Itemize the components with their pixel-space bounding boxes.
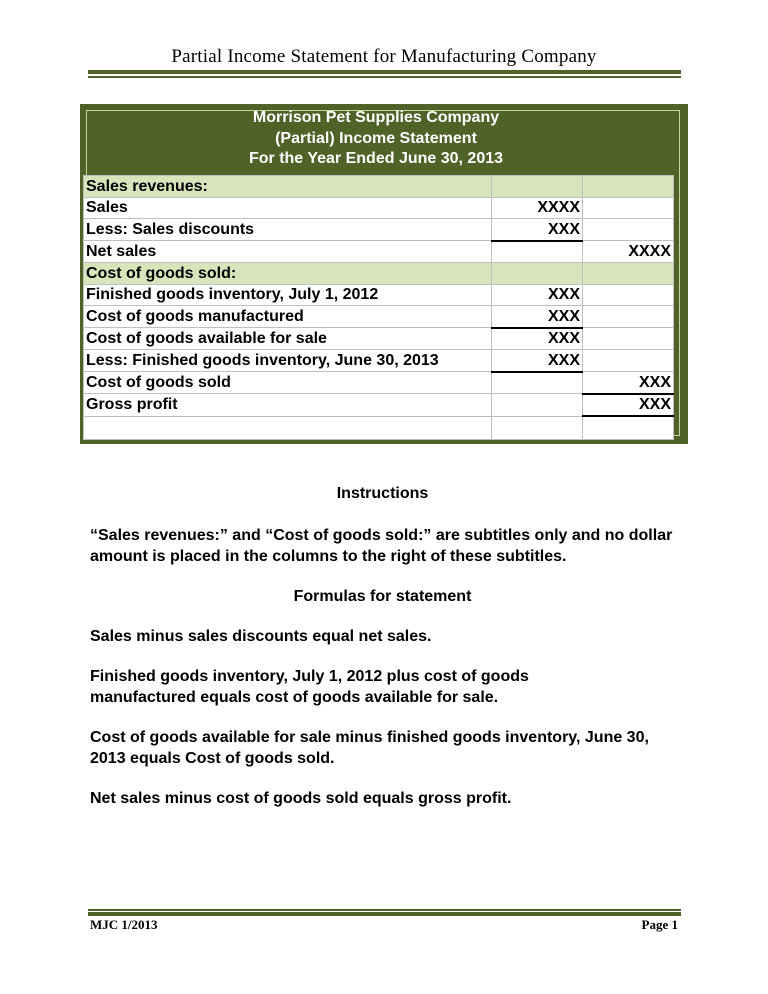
row-amount-2 [583,416,674,440]
row-amount-1 [492,176,583,198]
instructions-heading: Instructions [336,485,429,502]
row-label: Cost of goods sold: [84,263,492,285]
row-amount-1: XXX [492,350,583,372]
row-amount-1: XXXX [492,197,583,219]
row-amount-1 [492,241,583,263]
row-amount-2: XXXX [583,241,674,263]
formula-gross-profit: Net sales minus cost of goods sold equals gross profit. [90,790,512,807]
formula-goods-available: Finished goods inventory, July 1, 2012 plus cost of goods manufactured equals cost of goods available for sale. [90,668,529,706]
table-row [84,328,674,350]
table-row [84,284,674,306]
row-label [84,416,492,440]
row-amount-1 [492,394,583,417]
row-amount-1 [492,372,583,394]
table-row [84,241,674,263]
statement-table [83,175,674,440]
row-amount-1: XXX [492,328,583,350]
row-amount-2 [583,176,674,198]
statement-period: For the Year Ended June 30, 2013 [248,150,504,167]
company-name: Morrison Pet Supplies Company [252,109,500,126]
page-title: Partial Income Statement for Manufacturing Company [171,46,597,67]
statement-name: (Partial) Income Statement [275,129,477,147]
row-amount-1: XXX [492,306,583,328]
row-amount-2 [583,306,674,328]
row-label: Cost of goods manufactured [84,306,492,328]
table-row [84,197,674,219]
row-amount-2 [583,263,674,285]
table-row [84,219,674,241]
row-label: Less: Sales discounts [84,219,492,241]
footer-rule-thin [88,909,681,911]
row-label: Net sales [84,241,492,263]
table-row [84,176,674,198]
footer-rule-thick [88,912,681,916]
row-amount-1: XXX [492,219,583,241]
table-row [84,350,674,372]
page-number: Page 1 [641,917,678,932]
instructions-note: “Sales revenues:” and “Cost of goods sold:” are subtitles only and no dollar amount is placed in the columns to the right of these subtitles. [90,527,673,565]
header-rule-thick [88,70,681,74]
header-rule-thin [88,76,681,78]
row-amount-2: XXX [583,372,674,394]
row-label: Sales revenues: [84,176,492,198]
statement-heading [80,104,672,174]
row-label: Finished goods inventory, July 1, 2012 [84,284,492,306]
table-row [84,306,674,328]
table-row [84,263,674,285]
row-amount-2 [583,350,674,372]
table-row [84,416,674,440]
income-statement [80,104,688,444]
footer-doc-id: MJC 1/2013 [90,917,158,932]
row-amount-2 [583,219,674,241]
row-label: Cost of goods sold [84,372,492,394]
row-amount-1 [492,416,583,440]
row-label: Gross profit [84,394,492,417]
row-amount-1: XXX [492,284,583,306]
row-amount-2 [583,197,674,219]
formulas-heading: Formulas for statement [293,588,472,605]
row-amount-1 [492,263,583,285]
row-label: Cost of goods available for sale [84,328,492,350]
formula-net-sales: Sales minus sales discounts equal net sales. [90,628,432,645]
row-amount-2: XXX [583,394,674,417]
instructions-section [90,483,690,809]
table-row [84,372,674,394]
formula-cost-of-goods-sold: Cost of goods available for sale minus finished goods inventory, June 30, 2013 equals Cost of goods sold. [90,729,649,767]
row-amount-2 [583,284,674,306]
table-row [84,394,674,417]
row-label: Less: Finished goods inventory, June 30, 2013 [84,350,492,372]
row-label: Sales [84,197,492,219]
row-amount-2 [583,328,674,350]
